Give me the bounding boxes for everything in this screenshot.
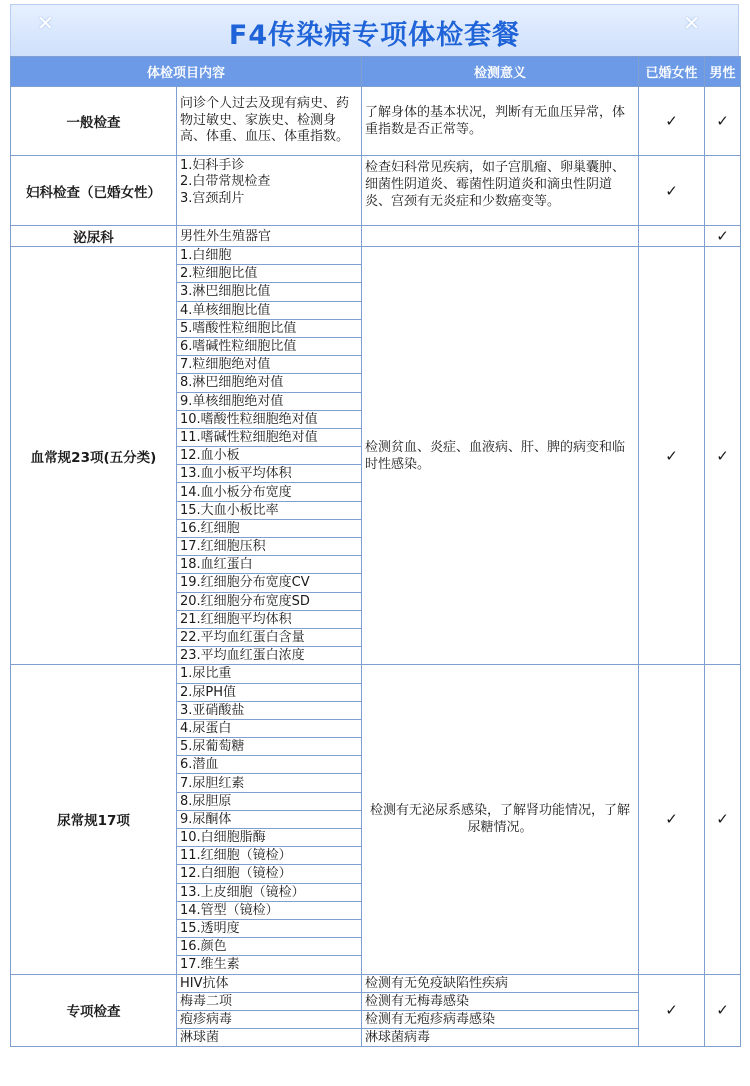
list-item: 2.尿PH值 <box>177 683 362 701</box>
list-item: 16.红细胞 <box>177 519 362 537</box>
gyn-meaning: 检查妇科常见疾病，如子宫肌瘤、卵巢囊肿、细菌性阴道炎、霉菌性阴道炎和滴虫性阴道炎、宫颈有无炎症和少数癌变等。 <box>362 156 639 226</box>
close-icon-right[interactable]: ✕ <box>683 11 700 35</box>
check-mark: ✓ <box>639 247 705 665</box>
table-row <box>11 87 741 156</box>
table-row <box>11 247 741 265</box>
list-item: 10.白细胞脂酶 <box>177 829 362 847</box>
general-content: 问诊个人过去及现有病史、药物过敏史、家族史、检测身高、体重、血压、体重指数。 <box>177 87 362 156</box>
special-item: 淋球菌 <box>177 1029 362 1047</box>
table-header-row <box>11 57 741 87</box>
check-mark: ✓ <box>639 87 705 156</box>
list-item: 14.血小板分布宽度 <box>177 483 362 501</box>
category-blood: 血常规23项(五分类) <box>11 247 177 665</box>
page-title: F4传染病专项体检套餐 <box>228 20 521 51</box>
special-meaning: 淋球菌病毒 <box>362 1029 639 1047</box>
header-content: 体检项目内容 <box>11 57 362 87</box>
page-header <box>10 4 739 56</box>
list-item: 3.宫颈刮片 <box>180 190 245 206</box>
check-mark: ✓ <box>705 247 741 665</box>
header-male: 男性 <box>705 57 741 87</box>
list-item: 7.尿胆红素 <box>177 774 362 792</box>
table-row <box>11 226 741 247</box>
list-item: 15.透明度 <box>177 919 362 937</box>
urine-meaning: 检测有无泌尿系感染，了解肾功能情况，了解尿糖情况。 <box>362 665 639 974</box>
list-item: 17.红细胞压积 <box>177 538 362 556</box>
special-item: 疱疹病毒 <box>177 1010 362 1028</box>
list-item: 5.尿葡萄糖 <box>177 738 362 756</box>
list-item: 8.尿胆原 <box>177 792 362 810</box>
list-item: 13.血小板平均体积 <box>177 465 362 483</box>
gyn-items <box>177 156 362 226</box>
list-item: 1.白细胞 <box>177 247 362 265</box>
list-item: 9.单核细胞绝对值 <box>177 392 362 410</box>
list-item: 22.平均血红蛋白含量 <box>177 628 362 646</box>
check-mark: ✓ <box>705 226 741 247</box>
list-item: 23.平均血红蛋白浓度 <box>177 647 362 665</box>
category-gyn: 妇科检查（已婚女性） <box>11 156 177 226</box>
check-mark: ✓ <box>639 665 705 974</box>
check-mark: ✓ <box>705 665 741 974</box>
check-mark: ✓ <box>639 156 705 226</box>
list-item: 1.尿比重 <box>177 665 362 683</box>
category-urine: 尿常规17项 <box>11 665 177 974</box>
table-row <box>11 974 741 992</box>
general-meaning: 了解身体的基本状况，判断有无血压异常，体重指数是否正常等。 <box>362 87 639 156</box>
special-item: HIV抗体 <box>177 974 362 992</box>
list-item: 12.白细胞（镜检） <box>177 865 362 883</box>
table-row <box>11 156 741 226</box>
list-item: 21.红细胞平均体积 <box>177 610 362 628</box>
category-general: 一般检查 <box>11 87 177 156</box>
check-mark: ✓ <box>639 974 705 1047</box>
list-item: 10.嗜酸性粒细胞绝对值 <box>177 410 362 428</box>
uro-content: 男性外生殖器官 <box>177 226 362 247</box>
list-item: 4.尿蛋白 <box>177 719 362 737</box>
special-meaning: 检测有无疱疹病毒感染 <box>362 1010 639 1028</box>
list-item: 5.嗜酸性粒细胞比值 <box>177 319 362 337</box>
special-item: 梅毒二项 <box>177 992 362 1010</box>
list-item: 11.嗜碱性粒细胞绝对值 <box>177 428 362 446</box>
category-uro: 泌尿科 <box>11 226 177 247</box>
check-mark: ✓ <box>705 974 741 1047</box>
list-item: 12.血小板 <box>177 447 362 465</box>
list-item: 8.淋巴细胞绝对值 <box>177 374 362 392</box>
category-special: 专项检查 <box>11 974 177 1047</box>
list-item: 18.血红蛋白 <box>177 556 362 574</box>
list-item: 9.尿酮体 <box>177 810 362 828</box>
list-item: 20.红细胞分布宽度SD <box>177 592 362 610</box>
list-item: 1.妇科手诊 <box>180 157 245 173</box>
list-item: 6.潜血 <box>177 756 362 774</box>
list-item: 2.粒细胞比值 <box>177 265 362 283</box>
list-item: 15.大血小板比率 <box>177 501 362 519</box>
list-item: 17.维生素 <box>177 956 362 974</box>
list-item: 16.颜色 <box>177 938 362 956</box>
check-mark: ✓ <box>705 87 741 156</box>
list-item: 3.亚硝酸盐 <box>177 701 362 719</box>
list-item: 4.单核细胞比值 <box>177 301 362 319</box>
special-meaning: 检测有无免疫缺陷性疾病 <box>362 974 639 992</box>
table-row <box>11 665 741 683</box>
blood-meaning: 检测贫血、炎症、血液病、肝、脾的病变和临时性感染。 <box>362 247 639 665</box>
list-item: 3.淋巴细胞比值 <box>177 283 362 301</box>
header-meaning: 检测意义 <box>362 57 639 87</box>
checkup-table <box>10 56 741 1047</box>
list-item: 6.嗜碱性粒细胞比值 <box>177 337 362 355</box>
list-item: 13.上皮细胞（镜检） <box>177 883 362 901</box>
special-meaning: 检测有无梅毒感染 <box>362 992 639 1010</box>
close-icon-left[interactable]: ✕ <box>37 11 54 35</box>
list-item: 2.白带常规检查 <box>180 174 271 190</box>
list-item: 7.粒细胞绝对值 <box>177 356 362 374</box>
list-item: 19.红细胞分布宽度CV <box>177 574 362 592</box>
list-item: 11.红细胞（镜检） <box>177 847 362 865</box>
header-married-female: 已婚女性 <box>639 57 705 87</box>
list-item: 14.管型（镜检） <box>177 901 362 919</box>
